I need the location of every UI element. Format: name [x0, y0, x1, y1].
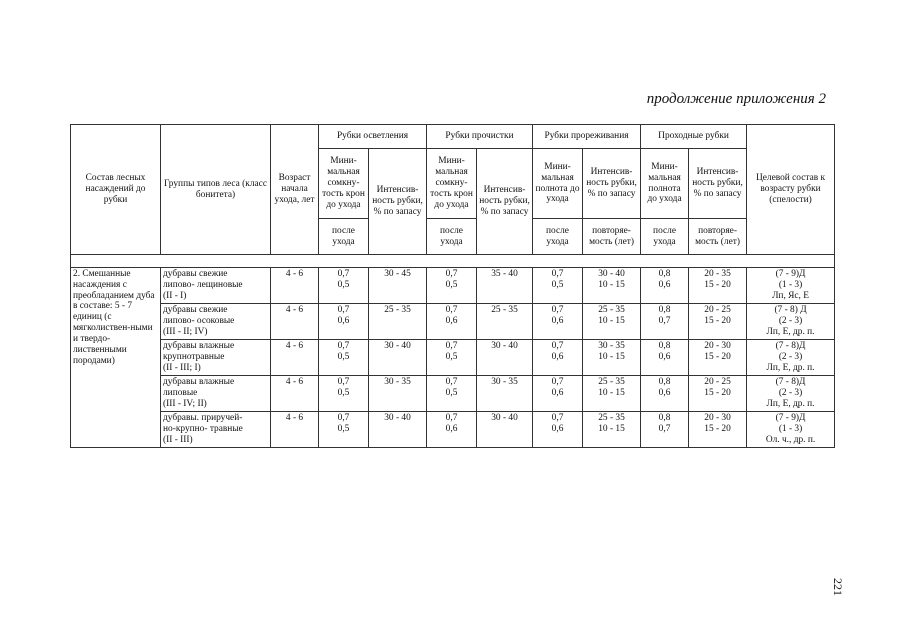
thin-intensity-cell: 25 - 35 10 - 15 [583, 412, 641, 448]
header-clean-closure: Мини-мальная сомкну-тость крон до ухода [427, 149, 477, 219]
thin-intensity-cell: 30 - 35 10 - 15 [583, 340, 641, 376]
age-cell: 4 - 6 [271, 304, 319, 340]
table-row [71, 268, 835, 304]
header-pass-after: после ухода [641, 219, 689, 255]
thin-density-cell: 0,7 0,6 [533, 376, 583, 412]
clean-closure-cell: 0,7 0,6 [427, 412, 477, 448]
clean-closure-cell: 0,7 0,5 [427, 376, 477, 412]
table-body [71, 268, 835, 448]
table-row [71, 340, 835, 376]
age-cell: 4 - 6 [271, 340, 319, 376]
light-closure-cell: 0,7 0,5 [319, 340, 369, 376]
thin-density-cell: 0,7 0,5 [533, 268, 583, 304]
age-cell: 4 - 6 [271, 412, 319, 448]
thin-intensity-cell: 25 - 35 10 - 15 [583, 376, 641, 412]
target-cell: (7 - 8)Д (2 - 3) Лп, Е, др. п. [747, 340, 835, 376]
header-thinning: Рубки прореживания [533, 125, 641, 149]
pass-intensity-cell: 20 - 35 15 - 20 [689, 268, 747, 304]
thin-density-cell: 0,7 0,6 [533, 304, 583, 340]
light-closure-cell: 0,7 0,5 [319, 376, 369, 412]
header-clean-intensity: Интенсив-ность рубки, % по запасу [477, 149, 533, 255]
age-cell: 4 - 6 [271, 376, 319, 412]
clean-closure-cell: 0,7 0,6 [427, 304, 477, 340]
header-thin-density: Мини-мальная полнота до ухода [533, 149, 583, 219]
header-thin-repeat: повторяе-мость (лет) [583, 219, 641, 255]
header-pass-repeat: повторяе-мость (лет) [689, 219, 747, 255]
header-light-intensity: Интенсив-ность рубки, % по запасу [369, 149, 427, 255]
target-cell: (7 - 9)Д (1 - 3) Ол. ч., др. п. [747, 412, 835, 448]
light-intensity-cell: 30 - 35 [369, 376, 427, 412]
pass-intensity-cell: 20 - 25 15 - 20 [689, 376, 747, 412]
continuation-label: продолжение приложения 2 [646, 91, 826, 107]
composition-cell: 2. Смешанные насаждения с преобладанием дуба в составе: 5 - 7 единиц (с мягколиствен-ными и твердо-лиственными породами) [71, 268, 161, 448]
age-cell: 4 - 6 [271, 268, 319, 304]
header-forest-groups: Группы типов леса (класс бонитета) [161, 125, 271, 255]
pass-density-cell: 0,8 0,6 [641, 268, 689, 304]
table-header [71, 125, 835, 268]
header-thin-after: после ухода [533, 219, 583, 255]
table-row [71, 376, 835, 412]
header-composition: Состав лесных насаждений до рубки [71, 125, 161, 255]
page-number: 221 [831, 578, 845, 596]
header-light-closure: Мини-мальная сомкну-тость крон до ухода [319, 149, 369, 219]
forest-group-cell: дубравы. приручей- но-крупно- травные (II - III) [161, 412, 271, 448]
clean-closure-cell: 0,7 0,5 [427, 340, 477, 376]
light-intensity-cell: 30 - 40 [369, 340, 427, 376]
pass-intensity-cell: 20 - 30 15 - 20 [689, 340, 747, 376]
header-pass-density: Мини-мальная полнота до ухода [641, 149, 689, 219]
thin-density-cell: 0,7 0,6 [533, 412, 583, 448]
forest-care-table [70, 124, 835, 448]
clean-closure-cell: 0,7 0,5 [427, 268, 477, 304]
target-cell: (7 - 8)Д (2 - 3) Лп, Е, др. п. [747, 376, 835, 412]
light-intensity-cell: 30 - 40 [369, 412, 427, 448]
pass-density-cell: 0,8 0,6 [641, 376, 689, 412]
thin-intensity-cell: 25 - 35 10 - 15 [583, 304, 641, 340]
header-pass-intensity: Интенсив-ность рубки, % по запасу [689, 149, 747, 219]
target-cell: (7 - 8) Д (2 - 3) Лп, Е, др. п. [747, 304, 835, 340]
table-row [71, 304, 835, 340]
light-intensity-cell: 30 - 45 [369, 268, 427, 304]
clean-intensity-cell: 30 - 40 [477, 412, 533, 448]
clean-intensity-cell: 30 - 35 [477, 376, 533, 412]
table-row [71, 412, 835, 448]
pass-density-cell: 0,8 0,6 [641, 340, 689, 376]
forest-group-cell: дубравы свежие липово- лещиновые (II - I) [161, 268, 271, 304]
header-lightening: Рубки осветления [319, 125, 427, 149]
thin-intensity-cell: 30 - 40 10 - 15 [583, 268, 641, 304]
light-closure-cell: 0,7 0,6 [319, 304, 369, 340]
light-intensity-cell: 25 - 35 [369, 304, 427, 340]
header-cleaning: Рубки прочистки [427, 125, 533, 149]
pass-intensity-cell: 20 - 30 15 - 20 [689, 412, 747, 448]
pass-density-cell: 0,8 0,7 [641, 304, 689, 340]
header-target: Целевой состав к возрасту рубки (спелости) [747, 125, 835, 255]
pass-intensity-cell: 20 - 25 15 - 20 [689, 304, 747, 340]
clean-intensity-cell: 30 - 40 [477, 340, 533, 376]
clean-intensity-cell: 25 - 35 [477, 304, 533, 340]
forest-group-cell: дубравы влажные липовые (III - IV; II) [161, 376, 271, 412]
thin-density-cell: 0,7 0,6 [533, 340, 583, 376]
header-clean-after: после ухода [427, 219, 477, 255]
header-thin-intensity: Интенсив-ность рубки, % по запасу [583, 149, 641, 219]
light-closure-cell: 0,7 0,5 [319, 412, 369, 448]
header-spacer [71, 255, 835, 268]
header-start-age: Возраст начала ухода, лет [271, 125, 319, 255]
forest-group-cell: дубравы свежие липово- осоковые (III - II; IV) [161, 304, 271, 340]
forest-group-cell: дубравы влажные крупнотравные (II - III; I) [161, 340, 271, 376]
target-cell: (7 - 9)Д (1 - 3) Лп, Яс, Е [747, 268, 835, 304]
clean-intensity-cell: 35 - 40 [477, 268, 533, 304]
header-passing: Проходные рубки [641, 125, 747, 149]
pass-density-cell: 0,8 0,7 [641, 412, 689, 448]
header-light-after: после ухода [319, 219, 369, 255]
light-closure-cell: 0,7 0,5 [319, 268, 369, 304]
